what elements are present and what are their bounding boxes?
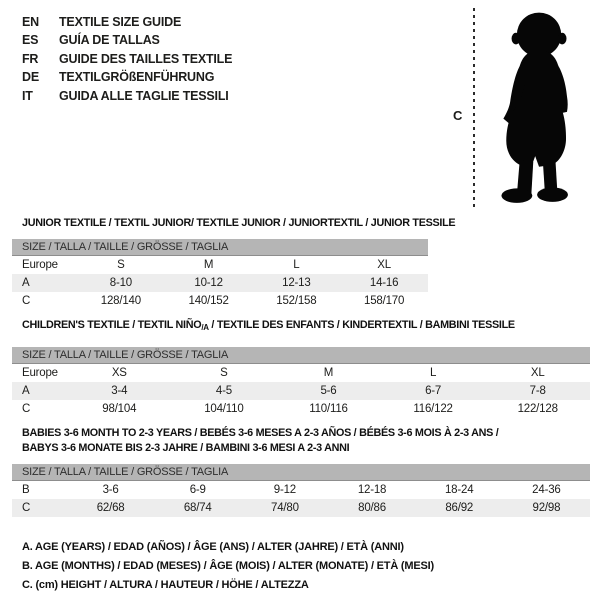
cell: 158/170 [364,295,405,307]
cell: S [220,367,228,379]
lang-code: EN [22,15,39,29]
row-label: C [22,403,31,415]
legend [22,538,434,595]
cell: 6-9 [189,484,206,496]
cell: XS [111,367,127,379]
table-row-europe [12,364,590,382]
lang-label: GUÍA DE TALLAS [59,33,160,48]
cell: 12-18 [357,484,387,496]
row-label: C [12,499,67,517]
row-label: B [22,484,30,496]
lang-row-en [22,13,232,31]
cell: 86/92 [416,499,503,517]
cell: 6-7 [381,382,486,400]
legend-row-b: B. AGE (MONTHS) / EDAD (MESES) / ÂGE (MOIS) / ALTER (MONATE) / ETÀ (MESI) [22,560,434,572]
lang-row-de [22,68,232,86]
lang-row-fr [22,50,232,68]
cell: 128/140 [100,295,141,307]
babies-table-title [22,426,582,456]
cell: M [203,259,214,271]
babies-size-table [12,464,590,517]
cell: 10-12 [165,274,253,292]
language-header [22,13,232,105]
cell: 68/74 [154,499,241,517]
cell: 152/158 [276,295,317,307]
cell: 92/98 [503,499,590,517]
cell: L [293,259,300,271]
row-label: Europe [22,259,58,271]
row-label: Europe [22,367,58,379]
cell: 62/68 [67,499,154,517]
cell: 3-4 [67,382,172,400]
size-header-bar: SIZE / TALLA / TAILLE / GRÖSSE / TAGLIA [12,464,590,481]
lang-label: TEXTILGRÖßENFÜHRUNG [59,70,215,85]
table-row-height [12,400,590,418]
cell: 116/122 [413,403,453,415]
height-dotted-line [473,8,475,208]
children-table [12,364,590,418]
cell: 140/152 [188,295,229,307]
cell: 80/86 [328,499,415,517]
cell: 98/104 [102,403,137,415]
cell: XL [377,259,391,271]
height-marker-label: C [453,108,463,123]
size-header-bar: SIZE / TALLA / TAILLE / GRÖSSE / TAGLIA [12,239,428,256]
table-row-age [12,274,428,292]
cell: 110/116 [309,403,348,415]
table-row-age-months [12,481,590,499]
junior-table-title: JUNIOR TEXTILE / TEXTIL JUNIOR/ TEXTILE JUNIOR / JUNIORTEXTIL / JUNIOR TESSILE [22,217,456,229]
babies-table [12,481,590,517]
cell: 14-16 [340,274,428,292]
lang-label: GUIDA ALLE TAGLIE TESSILI [59,88,229,103]
cell: 5-6 [276,382,381,400]
cell: L [429,367,437,379]
legend-row-a: A. AGE (YEARS) / EDAD (AÑOS) / ÂGE (ANS) / ALTER (JAHRE) / ETÀ (ANNI) [22,541,404,553]
lang-code: IT [22,88,33,103]
size-header-bar: SIZE / TALLA / TAILLE / GRÖSSE / TAGLIA [12,347,590,364]
cell: 8-10 [77,274,165,292]
title-subscript: /A [201,323,209,332]
junior-size-table [12,239,428,310]
junior-table [12,256,428,310]
cell: 4-5 [172,382,277,400]
cell: 18-24 [444,484,474,496]
lang-row-it [22,87,232,105]
cell: XL [530,367,545,379]
title-line-1: BABIES 3-6 MONTH TO 2-3 YEARS / BEBÉS 3-6 MESES A 2-3 AÑOS / BÉBÉS 3-6 MOIS À 2-3 ANS / [22,427,499,439]
lang-code: DE [22,70,39,85]
legend-row-c: C. (cm) HEIGHT / ALTURA / HAUTEUR / HÖHE / ALTEZZA [22,579,309,591]
cell: 122/128 [517,403,558,415]
table-row-europe [12,256,428,274]
cell: M [323,367,334,379]
table-row-height [12,292,428,310]
cell: 9-12 [273,484,296,496]
cell: 12-13 [253,274,341,292]
row-label: C [22,295,31,307]
lang-label: GUIDE DES TAILLES TEXTILE [59,51,233,66]
cell: 104/110 [204,403,244,415]
cell: 3-6 [102,484,119,496]
cell: 24-36 [532,484,561,496]
lang-row-es [22,31,232,49]
table-row-height [12,499,590,517]
table-row-age [12,382,590,400]
title-line-2: BABYS 3-6 MONATE BIS 2-3 JAHRE / BAMBINI 3-6 MESI A 2-3 ANNI [22,442,350,454]
lang-code: ES [22,33,39,48]
lang-label: TEXTILE SIZE GUIDE [59,15,182,29]
lang-code: FR [22,51,39,66]
title-text: / TEXTILE DES ENFANTS / KINDERTEXTIL / BAMBINI TESSILE [208,319,515,331]
cell: 7-8 [485,382,590,400]
cell: S [117,259,125,271]
baby-silhouette-icon [487,4,593,210]
cell: 74/80 [241,499,328,517]
title-text: CHILDREN'S TEXTILE / TEXTIL NIÑO [22,319,202,331]
children-table-title [22,319,515,332]
row-label: A [12,382,67,400]
row-label: A [12,274,77,292]
children-size-table [12,347,590,418]
